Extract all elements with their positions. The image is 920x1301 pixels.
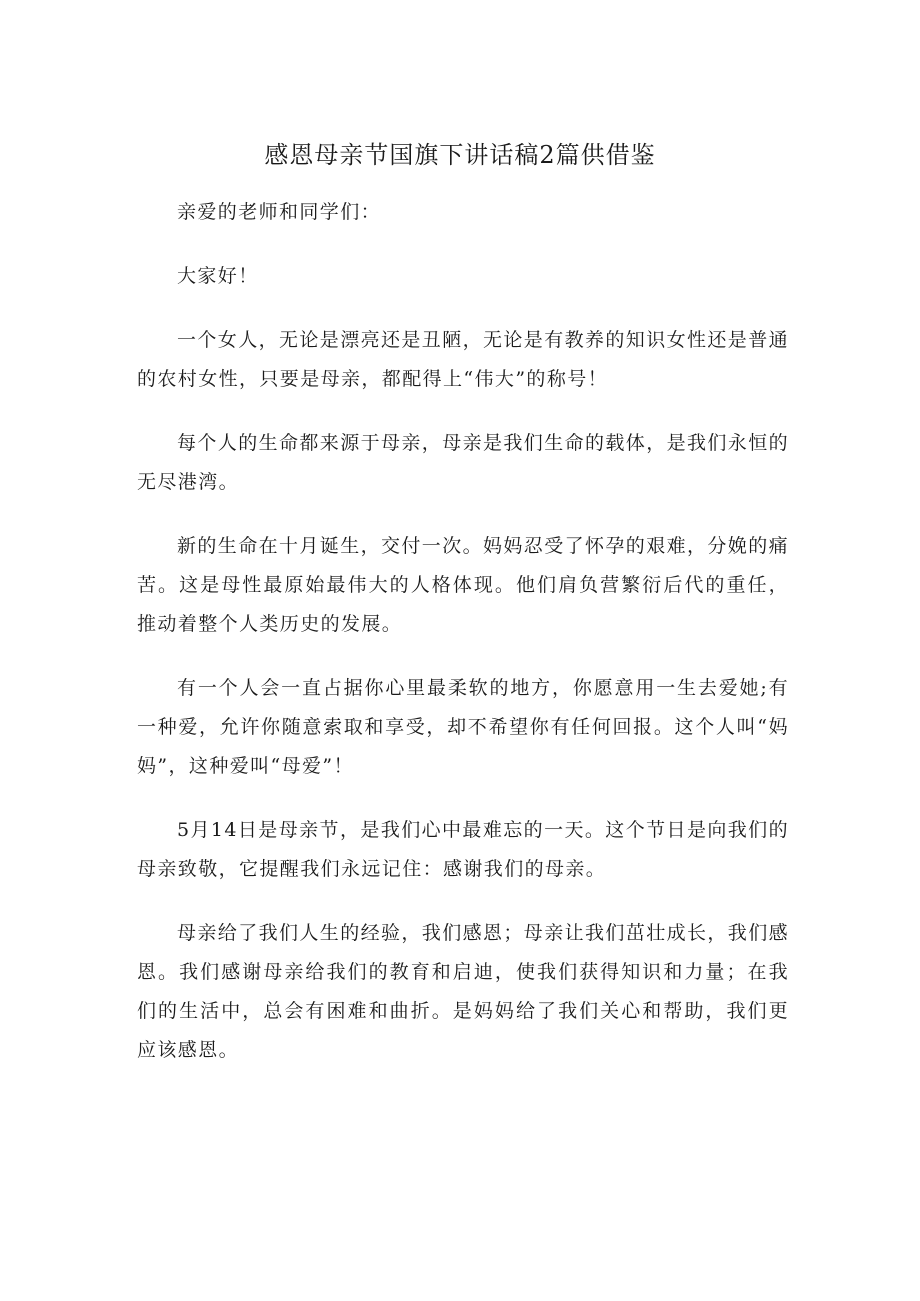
paragraph: 新的生命在十月诞生，交付一次。妈妈忍受了怀孕的艰难，分娩的痛苦。这是母性最原始最伟大的人格体现。他们肩负营繁衍后代的重任，推动着整个人类历史的发展。 xyxy=(137,535,790,635)
document-body xyxy=(137,193,789,1095)
paragraph: 母亲给了我们人生的经验，我们感恩；母亲让我们茁壮成长，我们感恩。我们感谢母亲给我们的教育和启迪，使我们获得知识和力量；在我们的生活中，总会有困难和曲折。是妈妈给了我们关心和帮助，我们更应该感恩。 xyxy=(137,922,790,1061)
paragraph: 5月14日是母亲节，是我们心中最难忘的一天。这个节日是向我们的母亲致敬，它提醒我们永远记住：感谢我们的母亲。 xyxy=(137,819,789,880)
paragraph-hello: 大家好！ xyxy=(177,265,259,287)
paragraph: 一个女人，无论是漂亮还是丑陋，无论是有教养的知识女性还是普通的农村女性，只要是母亲，都配得上“伟大”的称号！ xyxy=(137,329,790,390)
paragraph: 有一个人会一直占据你心里最柔软的地方，你愿意用一生去爱她;有一种爱，允许你随意索取和享受，却不希望你有任何回报。这个人叫“妈妈”，这种爱叫“母爱”！ xyxy=(137,677,789,777)
paragraph-greeting: 亲爱的老师和同学们： xyxy=(177,201,382,223)
paragraph: 每个人的生命都来源于母亲，母亲是我们生命的载体，是我们永恒的无尽港湾。 xyxy=(137,432,790,493)
document-title: 感恩母亲节国旗下讲话稿2篇供借鉴 xyxy=(264,141,656,169)
